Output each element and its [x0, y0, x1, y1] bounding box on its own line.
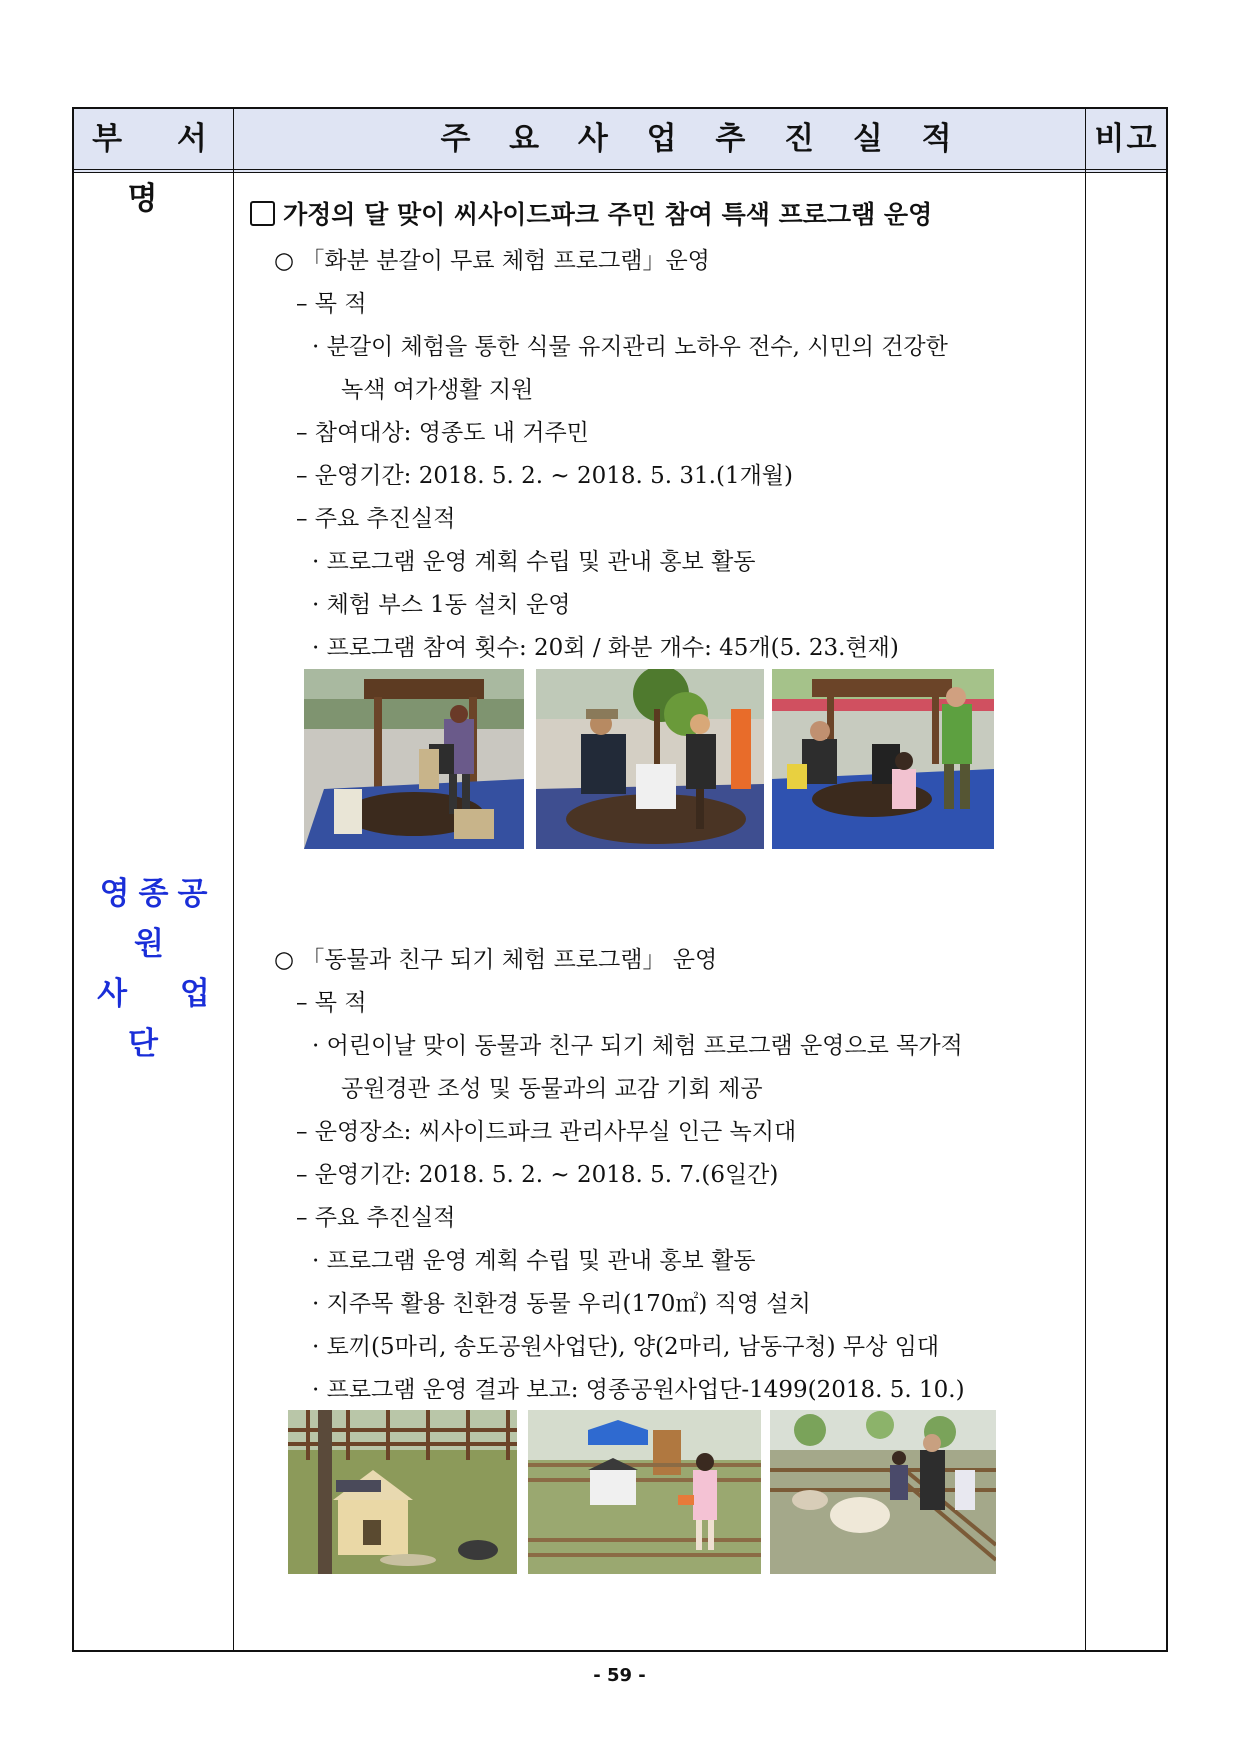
department-line2: 사 업 단 — [97, 976, 231, 1062]
main-header: 주 요 사 업 추 진 실 적 — [440, 121, 966, 157]
program1-purpose-label: – 목 적 — [296, 291, 367, 317]
program1-name: ○ 「화분 분갈이 무료 체험 프로그램」운영 — [274, 248, 710, 274]
program2-name: ○ 「동물과 친구 되기 체험 프로그램」 운영 — [274, 947, 718, 973]
main-content — [234, 173, 1085, 1650]
program2-purpose-line2: 공원경관 조성 및 동물과의 교감 기회 제공 — [341, 1076, 763, 1102]
program2-result-item: · 프로그램 운영 결과 보고: 영종공원사업단-1499(2018. 5. 10.) — [312, 1377, 965, 1403]
program2-result-item: · 프로그램 운영 계획 수립 및 관내 홍보 활동 — [312, 1248, 756, 1274]
section-title-text: 가정의 달 맞이 씨사이드파크 주민 참여 특색 프로그램 운영 — [283, 200, 933, 229]
note-header: 비고 — [1094, 121, 1159, 157]
department-name — [74, 869, 233, 1069]
program1-period: – 운영기간: 2018. 5. 2. ~ 2018. 5. 31.(1개월) — [296, 463, 793, 489]
program1-result-item: · 프로그램 참여 횟수: 20회 / 화분 개수: 45개(5. 23.현재) — [312, 635, 899, 661]
page-number: - 59 - — [593, 1665, 646, 1686]
checkbox-icon — [250, 201, 275, 226]
program2-results-label: – 주요 추진실적 — [296, 1205, 456, 1231]
program2-result-item: · 지주목 활용 친환경 동물 우리(170㎡) 직영 설치 — [312, 1291, 811, 1317]
program1-results-label: – 주요 추진실적 — [296, 506, 456, 532]
program2-purpose-line1: · 어린이날 맞이 동물과 친구 되기 체험 프로그램 운영으로 목가적 — [312, 1033, 963, 1059]
report-table — [72, 107, 1168, 1652]
program2-result-item: · 토끼(5마리, 송도공원사업단), 양(2마리, 남동구청) 무상 임대 — [312, 1334, 940, 1360]
program1-target: – 참여대상: 영종도 내 거주민 — [296, 420, 589, 446]
section-title — [250, 195, 932, 231]
column-divider — [1085, 109, 1086, 1650]
program1-purpose-line1: · 분갈이 체험을 통한 식물 유지관리 노하우 전수, 시민의 건강한 — [312, 334, 948, 360]
program2-period: – 운영기간: 2018. 5. 2. ~ 2018. 5. 7.(6일간) — [296, 1162, 779, 1188]
program1-purpose-line2: 녹색 여가생활 지원 — [341, 377, 534, 403]
program2-place: – 운영장소: 씨사이드파크 관리사무실 인근 녹지대 — [296, 1119, 797, 1145]
repotting-photo-1 — [304, 669, 524, 849]
program2-purpose-label: – 목 적 — [296, 990, 367, 1016]
animal-photo-2 — [528, 1410, 761, 1574]
repotting-photo-3 — [772, 669, 994, 849]
repotting-photo-2 — [536, 669, 764, 849]
animal-photo-1 — [288, 1410, 517, 1574]
animal-photo-3 — [770, 1410, 996, 1574]
program1-result-item: · 체험 부스 1동 설치 운영 — [312, 592, 571, 618]
dept-header: 부 서 명 — [92, 121, 229, 217]
program1-result-item: · 프로그램 운영 계획 수립 및 관내 홍보 활동 — [312, 549, 756, 575]
department-line1: 영종공원 — [99, 876, 217, 962]
